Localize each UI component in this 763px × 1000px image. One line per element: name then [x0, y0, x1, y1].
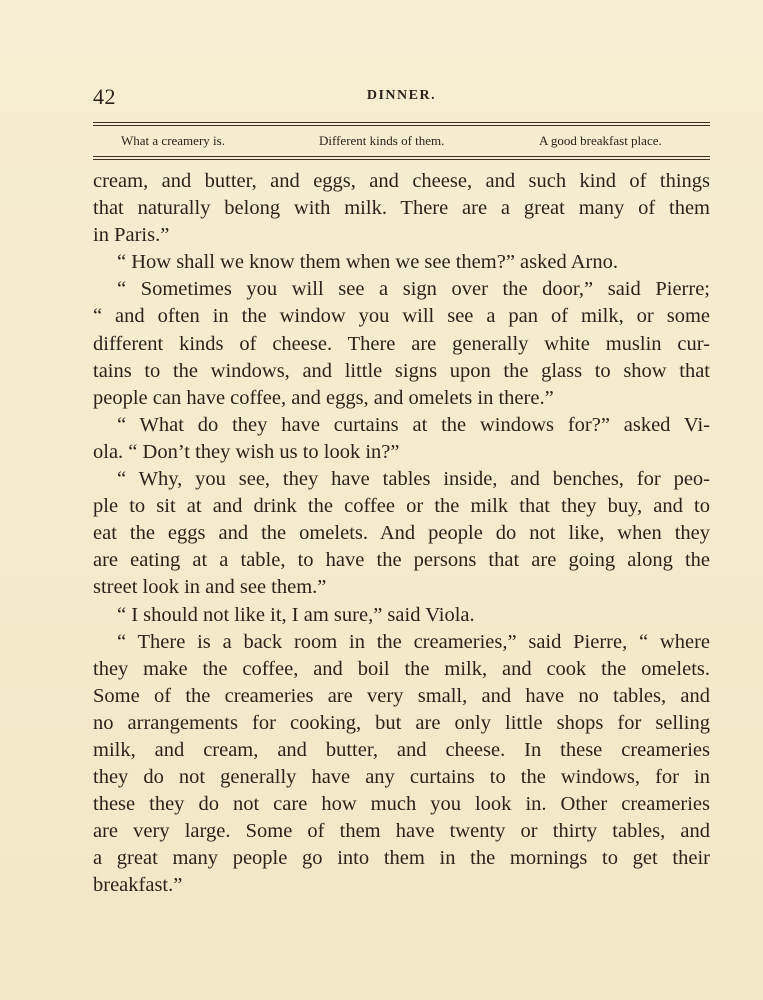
header-rule-top-inner [93, 125, 710, 126]
text-line: that naturally belong with milk. There are a great many of them [93, 197, 710, 220]
text-line: tains to the windows, and little signs upon the glass to show that [93, 359, 710, 382]
topic-summary-2: Different kinds of them. [319, 133, 445, 148]
text-line: Some of the creameries are very small, and have no tables, and [93, 684, 710, 707]
running-title: DINNER. [366, 88, 437, 103]
text-line: people can have coffee, and eggs, and omelets in there.” [93, 386, 554, 409]
text-line: street look in and see them.” [93, 576, 327, 599]
text-line: “ There is a back room in the creameries,” said Pierre, “ where [117, 630, 710, 653]
text-line: “ How shall we know them when we see them?” asked Arno. [117, 251, 618, 274]
text-line: “ and often in the window you will see a pan of milk, or some [93, 305, 710, 328]
text-line: breakfast.” [93, 874, 183, 897]
header-rule-bottom-inner [93, 159, 710, 160]
text-line: “ Sometimes you will see a sign over the door,” said Pierre; [117, 278, 710, 301]
text-line: “ What do they have curtains at the windows for?” asked Vi- [117, 413, 710, 436]
text-line: “ I should not like it, I am sure,” said Viola. [117, 603, 475, 626]
text-line: these they do not care how much you look in. Other creameries [93, 793, 710, 816]
text-line: no arrangements for cooking, but are only little shops for selling [93, 711, 710, 734]
text-line: ple to sit at and drink the coffee or the milk that they buy, and to [93, 495, 710, 518]
header-rule-top [93, 122, 710, 123]
text-line: milk, and cream, and butter, and cheese. In these creameries [93, 738, 710, 761]
text-line: different kinds of cheese. There are generally white muslin cur- [93, 332, 710, 355]
body-text [93, 168, 710, 900]
text-line: a great many people go into them in the mornings to get their [93, 847, 710, 870]
text-line: are very large. Some of them have twenty or thirty tables, and [93, 820, 710, 843]
text-line: they do not generally have any curtains to the windows, for in [93, 766, 710, 789]
header-rule-bottom [93, 156, 710, 157]
page-number: 42 [93, 84, 116, 109]
text-line: ola. “ Don’t they wish us to look in?” [93, 440, 400, 463]
running-head [93, 84, 710, 114]
text-line: eat the eggs and the omelets. And people do not like, when they [93, 522, 710, 545]
text-line: they make the coffee, and boil the milk, and cook the omelets. [93, 657, 710, 680]
topic-summary [93, 133, 710, 151]
text-line: “ Why, you see, they have tables inside, and benches, for peo- [117, 468, 710, 491]
text-line: cream, and butter, and eggs, and cheese, and such kind of things [93, 170, 710, 192]
text-line: are eating at a table, to have the persons that are going along the [93, 549, 710, 572]
topic-summary-3: A good breakfast place. [539, 133, 662, 148]
topic-summary-1: What a creamery is. [121, 133, 225, 148]
text-line: in Paris.” [93, 224, 170, 247]
